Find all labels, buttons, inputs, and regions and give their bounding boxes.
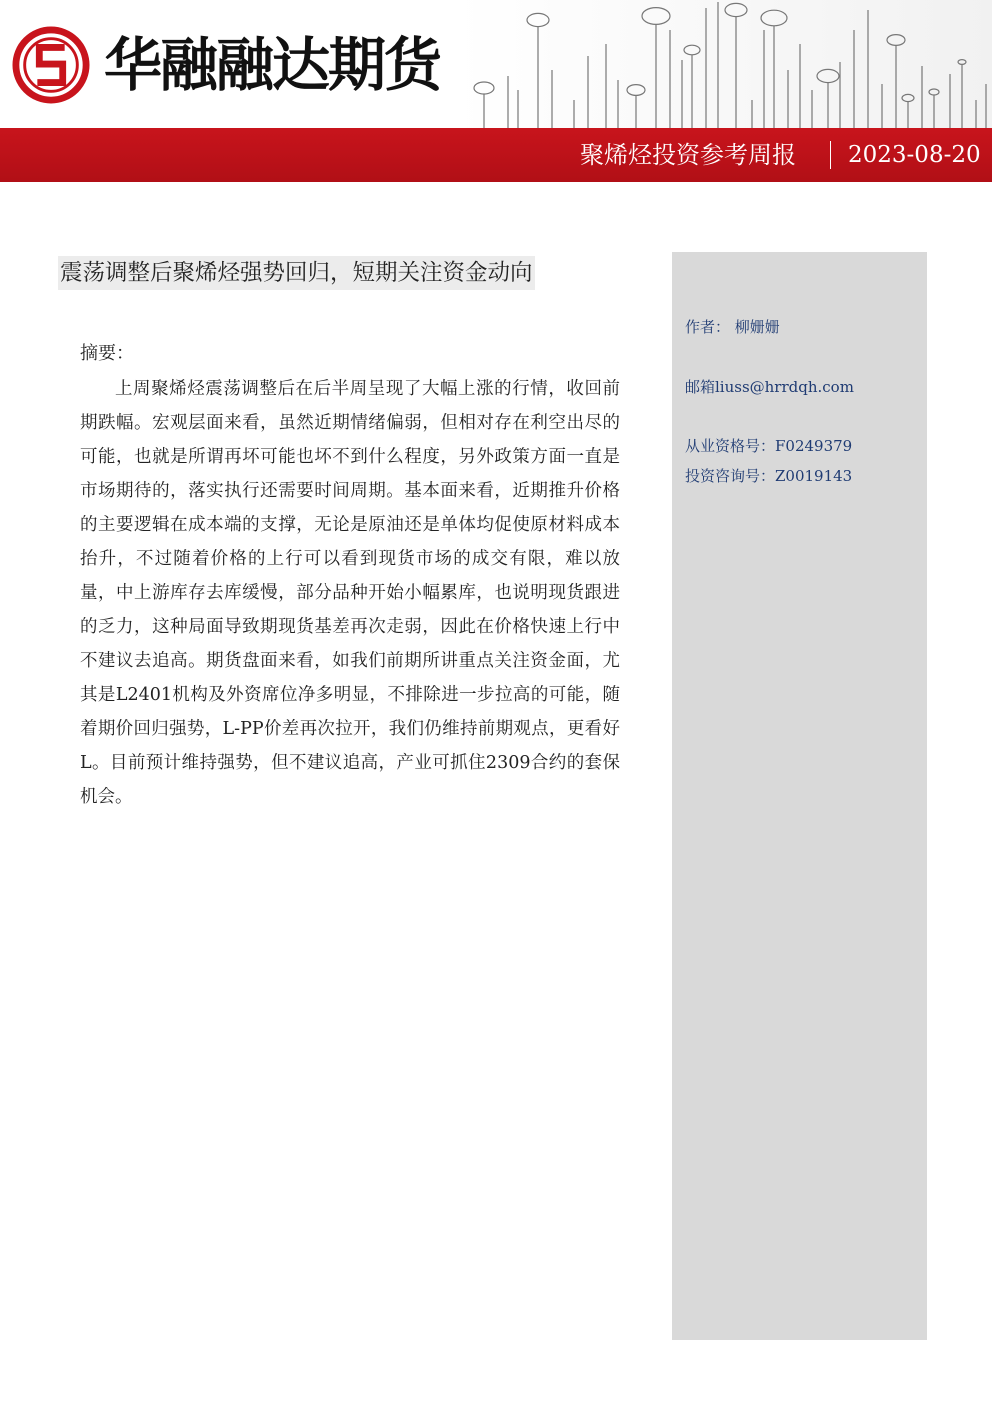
abstract-text: 上周聚烯烃震荡调整后在后半周呈现了大幅上涨的行情，收回前期跌幅。宏观层面来看，虽然近期情绪偏弱，但相对存在利空出尽的可能，也就是所谓再坏可能也坏不到什么程度，另外政策方面一直是市场期待的，落实执行还需要时间周期。基本面来看，近期推升价格的主要逻辑在成本端的支撑，无论是原油还是单体均促使原材料成本抬升，不过随着价格的上行可以看到现货市场的成交有限，难以放量，中上游库存去库缓慢，部分品种开始小幅累库，也说明现货跟进的乏力，这种局面导致期现货基差再次走弱，因此在价格快速上行中不建议去追高。期货盘面来看，如我们前期所讲重点关注资金面，尤其是L2401机构及外资席位净多明显，不排除进一步拉高的可能，随着期价回归强势，L-PP价差再次拉开，我们仍维持前期观点，更看好L。目前预计维持强势，但不建议追高，产业可抓住2309合约的套保机会。 [80, 379, 620, 807]
pin-circles-decoration-icon [456, 0, 992, 128]
company-logo [12, 26, 452, 112]
author-email: 邮箱liuss@hrrdqh.com [685, 378, 854, 396]
brand-name: 华融融达期货 [104, 31, 441, 99]
report-title: 聚烯烃投资参考周报 [580, 141, 796, 169]
author-sidebar [672, 252, 927, 1340]
abstract-label: 摘要： [80, 343, 134, 364]
author-name: 作者： 柳姗姗 [685, 318, 780, 336]
qualification-number: 从业资格号：F0249379 [685, 437, 853, 455]
header-banner [0, 128, 992, 182]
huarong-logo-icon [12, 26, 90, 104]
report-date: 2023-08-20 [848, 142, 981, 168]
article-headline: 震荡调整后聚烯烃强势回归，短期关注资金动向 [58, 256, 535, 290]
banner-divider [830, 141, 831, 169]
consulting-number: 投资咨询号：Z0019143 [685, 467, 853, 485]
